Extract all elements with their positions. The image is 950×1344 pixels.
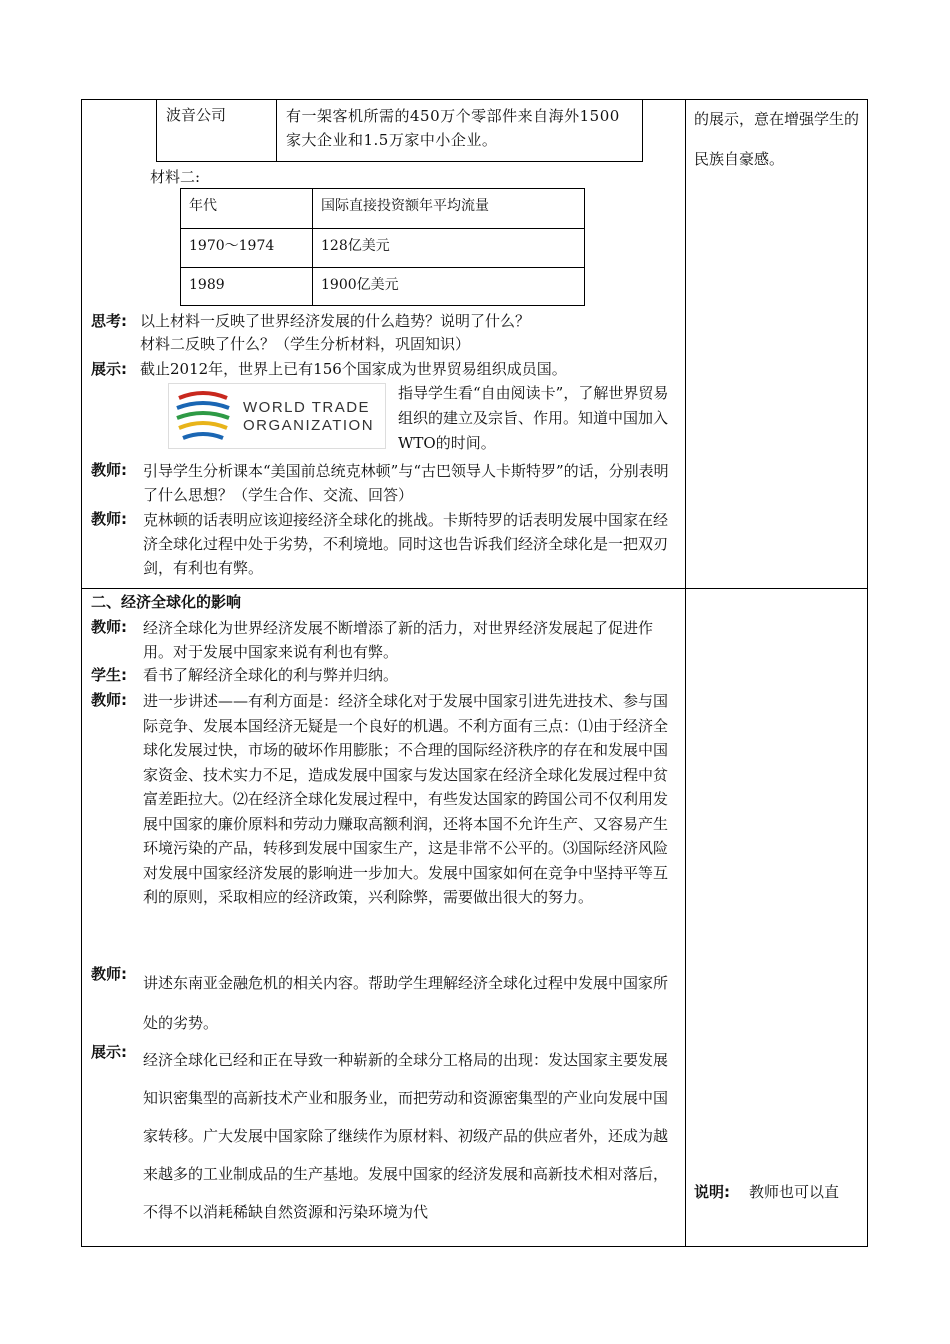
table-cell: 1989 — [181, 268, 313, 306]
teacher2-label: 教师: — [91, 510, 127, 528]
teacher5-label: 教师: — [91, 965, 127, 983]
column-divider — [685, 99, 686, 1246]
material2-table — [180, 188, 585, 306]
teacher3-label: 教师: — [91, 618, 127, 636]
material1-company: 波音公司 — [166, 106, 227, 124]
table-header-cell: 年代 — [181, 189, 313, 229]
teacher4-label: 教师: — [91, 691, 127, 709]
section2-title: 二、经济全球化的影响 — [91, 593, 242, 611]
material1-divider — [276, 99, 277, 162]
table-header-cell: 国际直接投资额年平均流量 — [313, 189, 585, 229]
wto-emblem-icon — [171, 386, 235, 446]
side-note-2-text: 教师也可以直 — [749, 1183, 840, 1201]
think-label: 思考: — [91, 312, 127, 330]
think-line1: 以上材料一反映了世界经济发展的什么趋势？说明了什么？ — [140, 312, 531, 330]
guide-text: 指导学生看“自由阅读卡”，了解世界贸易组织的建立及宗旨、作用。知道中国加入WTO的时间。 — [398, 384, 669, 452]
table-cell: 1900亿美元 — [313, 268, 585, 306]
teacher5-text: 讲述东南亚金融危机的相关内容。帮助学生理解经济全球化过程中发展中国家所处的劣势。 — [143, 974, 669, 1032]
teacher4-text: 进一步讲述——有利方面是：经济全球化对于发展中国家引进先进技术、参与国际竞争、发展本国经济无疑是一个良好的机遇。不利方面有三点：⑴由于经济全球化发展过快，市场的破坏作用膨胀；不合理的国际经济秩序的存在和发展中国家资金、技术实力不足，造成发展中国家与发达国家在经济全球化发展过程中贫富差距拉大。⑵在经济全球化发展过程中，有些发达国家的跨国公司不仅利用发展中国家的廉价原料和劳动力赚取高额利润，还将本国不允许生产、又容易产生环境污染的产品，转移到发展中国家生产，这是非常不公平的。⑶国际经济风险对发展中国家经济发展的影响进一步加大。发展中国家如何在竞争中坚持平等互利的原则，采取相应的经济政策，兴利除弊，需要做出很大的努力。 — [143, 692, 669, 906]
show2-label: 展示: — [91, 1043, 127, 1061]
teacher2-text: 克林顿的话表明应该迎接经济全球化的挑战。卡斯特罗的话表明发展中国家在经济全球化过程中处于劣势，不利境地。同时这也告诉我们经济全球化是一把双刃剑，有利也有弊。 — [143, 511, 669, 577]
show2-text: 经济全球化已经和正在导致一种崭新的全球分工格局的出现：发达国家主要发展知识密集型的高新技术产业和服务业，而把劳动和资源密集型的产业向发展中国家转移。广大发展中国家除了继续作为原材料、初级产品的供应者外，还成为越来越多的工业制成品的生产基地。发展中国家的经济发展和高新技术相对落后，不得不以消耗稀缺自然资源和污染环境为代 — [143, 1051, 669, 1221]
teacher1-label: 教师: — [91, 461, 127, 479]
table-cell: 128亿美元 — [313, 229, 585, 268]
material2-label: 材料二: — [150, 168, 201, 186]
teacher1-text: 引导学生分析课本“美国前总统克林顿”与“古巴领导人卡斯特罗”的话，分别表明了什么思想？（学生合作、交流、回答） — [143, 462, 669, 504]
show1-text: 截止2012年，世界上已有156个国家成为世界贸易组织成员国。 — [140, 360, 567, 378]
side-note-2-label: 说明: — [694, 1183, 730, 1201]
student1-label: 学生: — [91, 666, 127, 684]
table-row — [181, 189, 585, 229]
think-line2: 材料二反映了什么？（学生分析材料，巩固知识） — [140, 335, 471, 353]
side-note-1: 的展示，意在增强学生的民族自豪感。 — [694, 110, 860, 168]
teacher3-text: 经济全球化为世界经济发展不断增添了新的活力，对世界经济发展起了促进作用。对于发展中国家来说有利也有弊。 — [143, 619, 654, 661]
table-cell: 1970～1974 — [181, 229, 313, 268]
wto-logo-line1: WORLD TRADE — [243, 399, 371, 416]
wto-logo-line2: ORGANIZATION — [243, 417, 375, 434]
row-divider — [81, 588, 867, 589]
student1-text: 看书了解经济全球化的利与弊并归纳。 — [143, 666, 399, 684]
show1-label: 展示: — [91, 360, 127, 378]
table-row — [181, 229, 585, 268]
wto-logo — [168, 383, 386, 449]
table-row — [181, 268, 585, 306]
material1-desc: 有一架客机所需的450万个零部件来自海外1500家大企业和1.5万家中小企业。 — [286, 107, 620, 149]
